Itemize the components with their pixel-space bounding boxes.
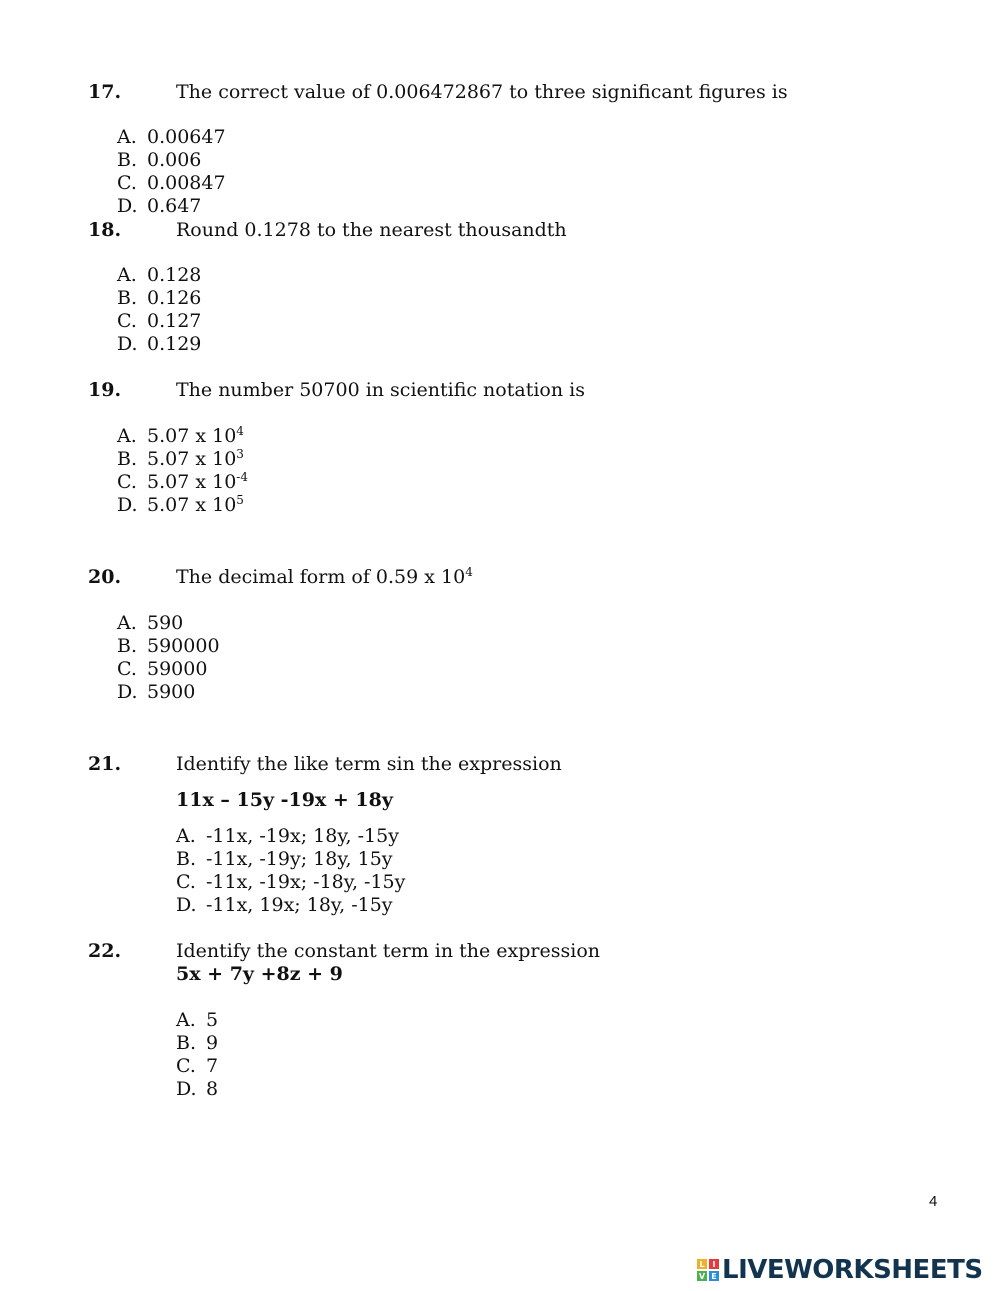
logo-text: LIVEWORKSHEETS	[722, 1255, 983, 1285]
question-22-text: Identify the constant term in the expression	[176, 940, 600, 962]
exponent: 4	[236, 424, 244, 438]
question-18-option-d[interactable]: D. 0.129	[117, 333, 202, 355]
question-21-text: Identify the like term sin the expression	[176, 753, 562, 775]
question-18-option-c[interactable]: C. 0.127	[117, 310, 202, 332]
question-19-option-a[interactable]: A. 5.07 x $10^4$	[117, 424, 244, 447]
question-20-option-c[interactable]: C. 59000	[117, 658, 208, 680]
question-18-option-b[interactable]: B. 0.126	[117, 287, 202, 309]
logo-blocks-icon	[697, 1259, 719, 1281]
logo-block: I	[709, 1259, 719, 1269]
question-22-expression: 5x + 7y +8z + 9	[176, 963, 343, 985]
question-21-expression: 11x – 15y -19x + 18y	[176, 789, 393, 811]
question-21-option-d[interactable]: D. -11x, 19x; 18y, -15y	[176, 894, 393, 916]
page-number: 4	[929, 1193, 938, 1210]
question-18-text: Round 0.1278 to the nearest thousandth	[176, 219, 567, 241]
question-21-option-b[interactable]: B. -11x, -19y; 18y, 15y	[176, 848, 393, 870]
question-19-text: The number 50700 in scientific notation is	[176, 379, 585, 401]
exponent: 3	[236, 447, 244, 461]
question-19-option-d[interactable]: D. 5.07 x $10^5$	[117, 493, 244, 516]
question-22-option-c[interactable]: C. 7	[176, 1055, 219, 1077]
logo-block: E	[709, 1271, 719, 1281]
question-19-option-c[interactable]: C. 5.07 x $10^{-4}$	[117, 470, 248, 493]
exponent: -4	[236, 470, 248, 484]
question-20-option-a[interactable]: A. 590	[117, 612, 184, 634]
question-21-option-a[interactable]: A. -11x, -19x; 18y, -15y	[176, 825, 399, 847]
question-18-option-a[interactable]: A. 0.128	[117, 264, 202, 286]
liveworksheets-logo[interactable]	[697, 1254, 983, 1286]
logo-block: V	[698, 1271, 706, 1281]
question-17-option-a[interactable]: A. 0.00647	[117, 126, 226, 148]
logo-block: L	[697, 1259, 707, 1269]
question-20-text: The decimal form of 0.59 x $10^4$	[176, 565, 473, 588]
question-20-number: 20.	[88, 566, 122, 588]
question-19-number: 19.	[88, 379, 122, 401]
exponent: 5	[236, 493, 244, 507]
question-22-option-d[interactable]: D. 8	[176, 1078, 219, 1100]
question-22-option-a[interactable]: A. 5	[176, 1009, 219, 1031]
question-20-option-b[interactable]: B. 590000	[117, 635, 220, 657]
exponent: 4	[465, 565, 473, 579]
question-17-number: 17.	[88, 81, 122, 103]
question-21-number: 21.	[88, 753, 122, 775]
question-17-option-b[interactable]: B. 0.006	[117, 149, 202, 171]
question-21-option-c[interactable]: C. -11x, -19x; -18y, -15y	[176, 871, 406, 893]
question-17-option-d[interactable]: D. 0.647	[117, 195, 202, 217]
question-22-number: 22.	[88, 940, 122, 962]
question-17-text: The correct value of 0.006472867 to three significant figures is	[176, 81, 788, 103]
question-20-option-d[interactable]: D. 5900	[117, 681, 196, 703]
question-22-option-b[interactable]: B. 9	[176, 1032, 219, 1054]
question-17-option-c[interactable]: C. 0.00847	[117, 172, 226, 194]
question-18-number: 18.	[88, 219, 122, 241]
question-19-option-b[interactable]: B. 5.07 x $10^3$	[117, 447, 244, 470]
